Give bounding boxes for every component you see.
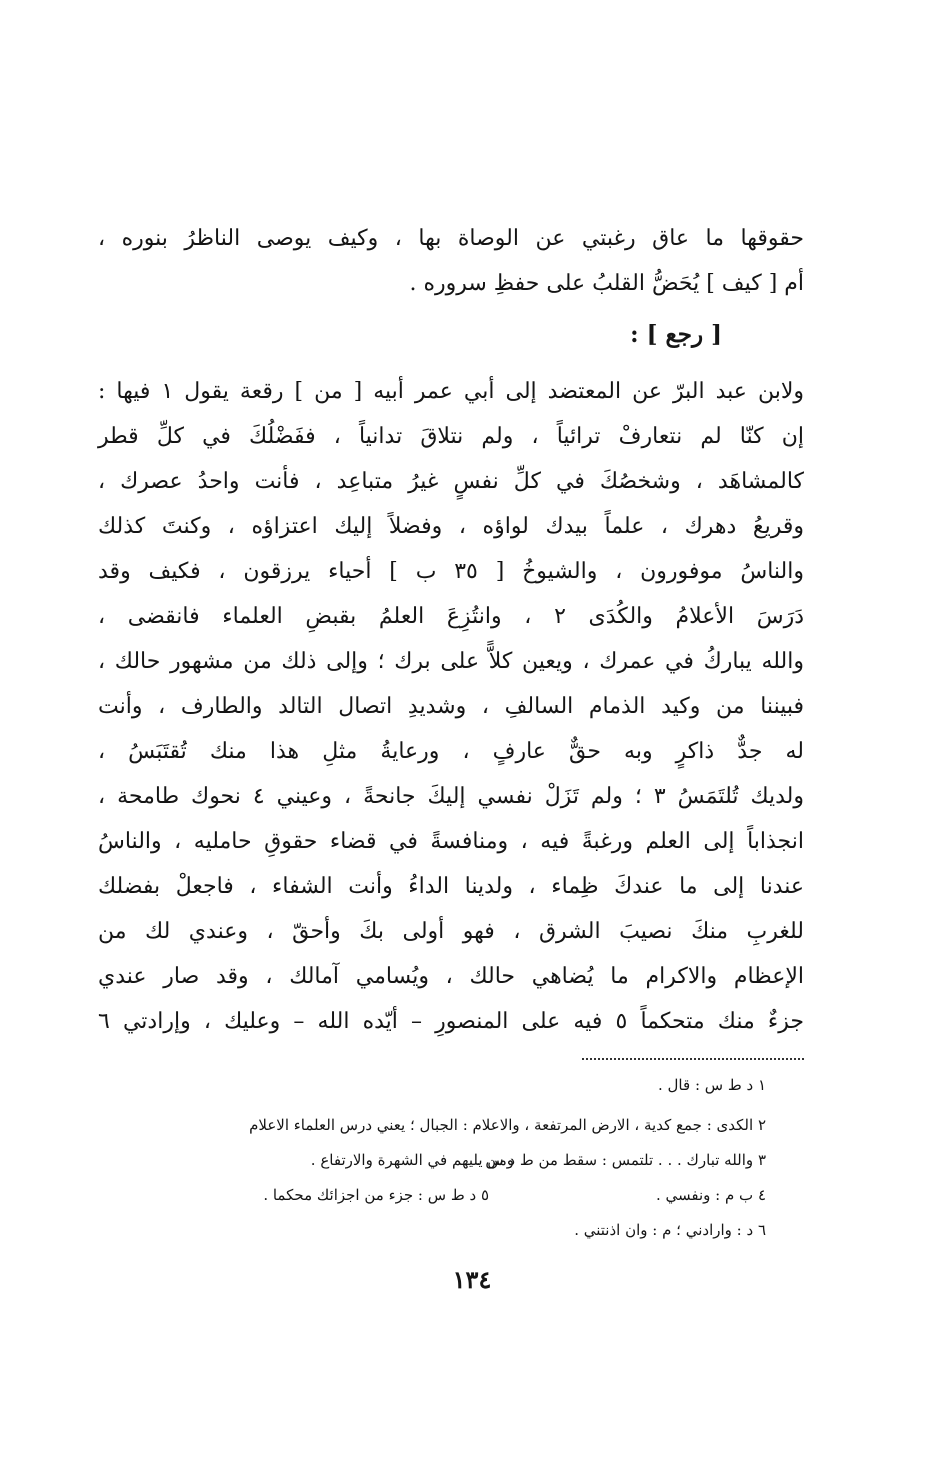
footnote-6: ٦ د : وارادني ؛ م : وان اذنتني .	[574, 1221, 766, 1239]
footnote-2: ٢ الكدى : جمع كدية ، الارض المرتفعة ، والاعلام : الجبال ؛ يعني درس العلماء الاعلام	[249, 1116, 766, 1134]
page-number: ١٣٤	[452, 1265, 492, 1294]
text-line: له جدٌّ ذاكرٍ وبه حقٌّ عارفٍ ، ورعايةُ مثلِ هذا منك تُقتَبَسُ ،	[98, 739, 804, 764]
text-line: كالمشاهَد ، وشخصُكَ في كلِّ نفسٍ غيرُ متباعِد ، فأنت واحدُ عصرك ،	[98, 469, 804, 494]
text-line: الإعظام والاكرام ما يُضاهي حالك ، ويُسامي آمالك ، وقد صار عندي	[98, 964, 804, 989]
footnote-5: ٥ د ط س : جزء من اجزائك محكما .	[263, 1186, 489, 1204]
text-line: جزءٌ منك متحكماً ٥ فيه على المنصورِ – أيّده الله – وعليك ، وإرادتي ٦	[98, 1009, 804, 1034]
text-line: فبيننا من وكيد الذمام السالفِ ، وشديدِ اتصال التالد والطارف ، وأنت	[98, 694, 804, 719]
footnote-4: ٤ ب م : ونفسي .	[655, 1186, 766, 1204]
text-line: إن كنّا لم نتعارفْ ترائياً ، ولم نتلاقَ تدانياً ، ففَضْلُكَ في كلِّ قطر	[98, 424, 804, 449]
footnote-divider	[582, 1058, 804, 1060]
text-line: والله يباركُ في عمرك ، ويعين كلاًّ على برك ؛ وإلى ذلك من مشهور حالك ،	[98, 649, 804, 674]
text-line: دَرَسَ الأعلامُ والكُدَى ٢ ، وانتُزِعَ العلمُ بقبضِ العلماء فانقضى ،	[98, 604, 804, 629]
text-line: عندنا إلى ما عندكَ ظِماء ، ولدينا الداءُ وأنت الشفاء ، فاجعلْ بفضلك	[98, 874, 804, 899]
text-line: ولديك تُلتَمَسُ ٣ ؛ ولم تَزَلْ نفسي إليكَ جانحةً ، وعيني ٤ نحوك طامحة ،	[98, 784, 805, 809]
text-line: ولابن عبد البرّ عن المعتضد إلى أبي عمر أبيه [ من ] رقعة يقول ١ فيها :	[98, 379, 804, 404]
footnote-3: ٣ والله تبارك . . . تلتمس : سقط من ط د س .	[475, 1151, 766, 1169]
footnote-1: ١ د ط س : قال .	[658, 1076, 766, 1094]
text-line: وقريعُ دهرك ، علماً بيدك لواؤه ، وفضلاً إليك اعتزاؤه ، وكنتَ كذلك	[98, 514, 804, 539]
text-line: والناسُ موفورون ، والشيوخُ [ ٣٥ ب ] أحياء يرزقون ، فكيف وقد	[98, 559, 805, 584]
footnote-2-continued: ومن يليهم في الشهرة والارتفاع .	[310, 1151, 514, 1169]
text-line: انجذاباً إلى العلم ورغبةً فيه ، ومنافسةً في قضاء حقوقِ حامليه ، والناسُ	[98, 829, 804, 854]
text-line: أم [ كيف ] يُحَضُّ القلبُ على حفظِ سروره .	[409, 271, 804, 296]
section-heading: [ رجع ] :	[630, 321, 722, 348]
text-line: للغربِ منكَ نصيبَ الشرق ، فهو أولى بكَ وأحقّ ، وعندي لك من	[98, 919, 804, 944]
text-line: حقوقها ما عاق رغبتي عن الوصاة بها ، وكيف يوصى الناظرُ بنوره ،	[98, 226, 804, 251]
